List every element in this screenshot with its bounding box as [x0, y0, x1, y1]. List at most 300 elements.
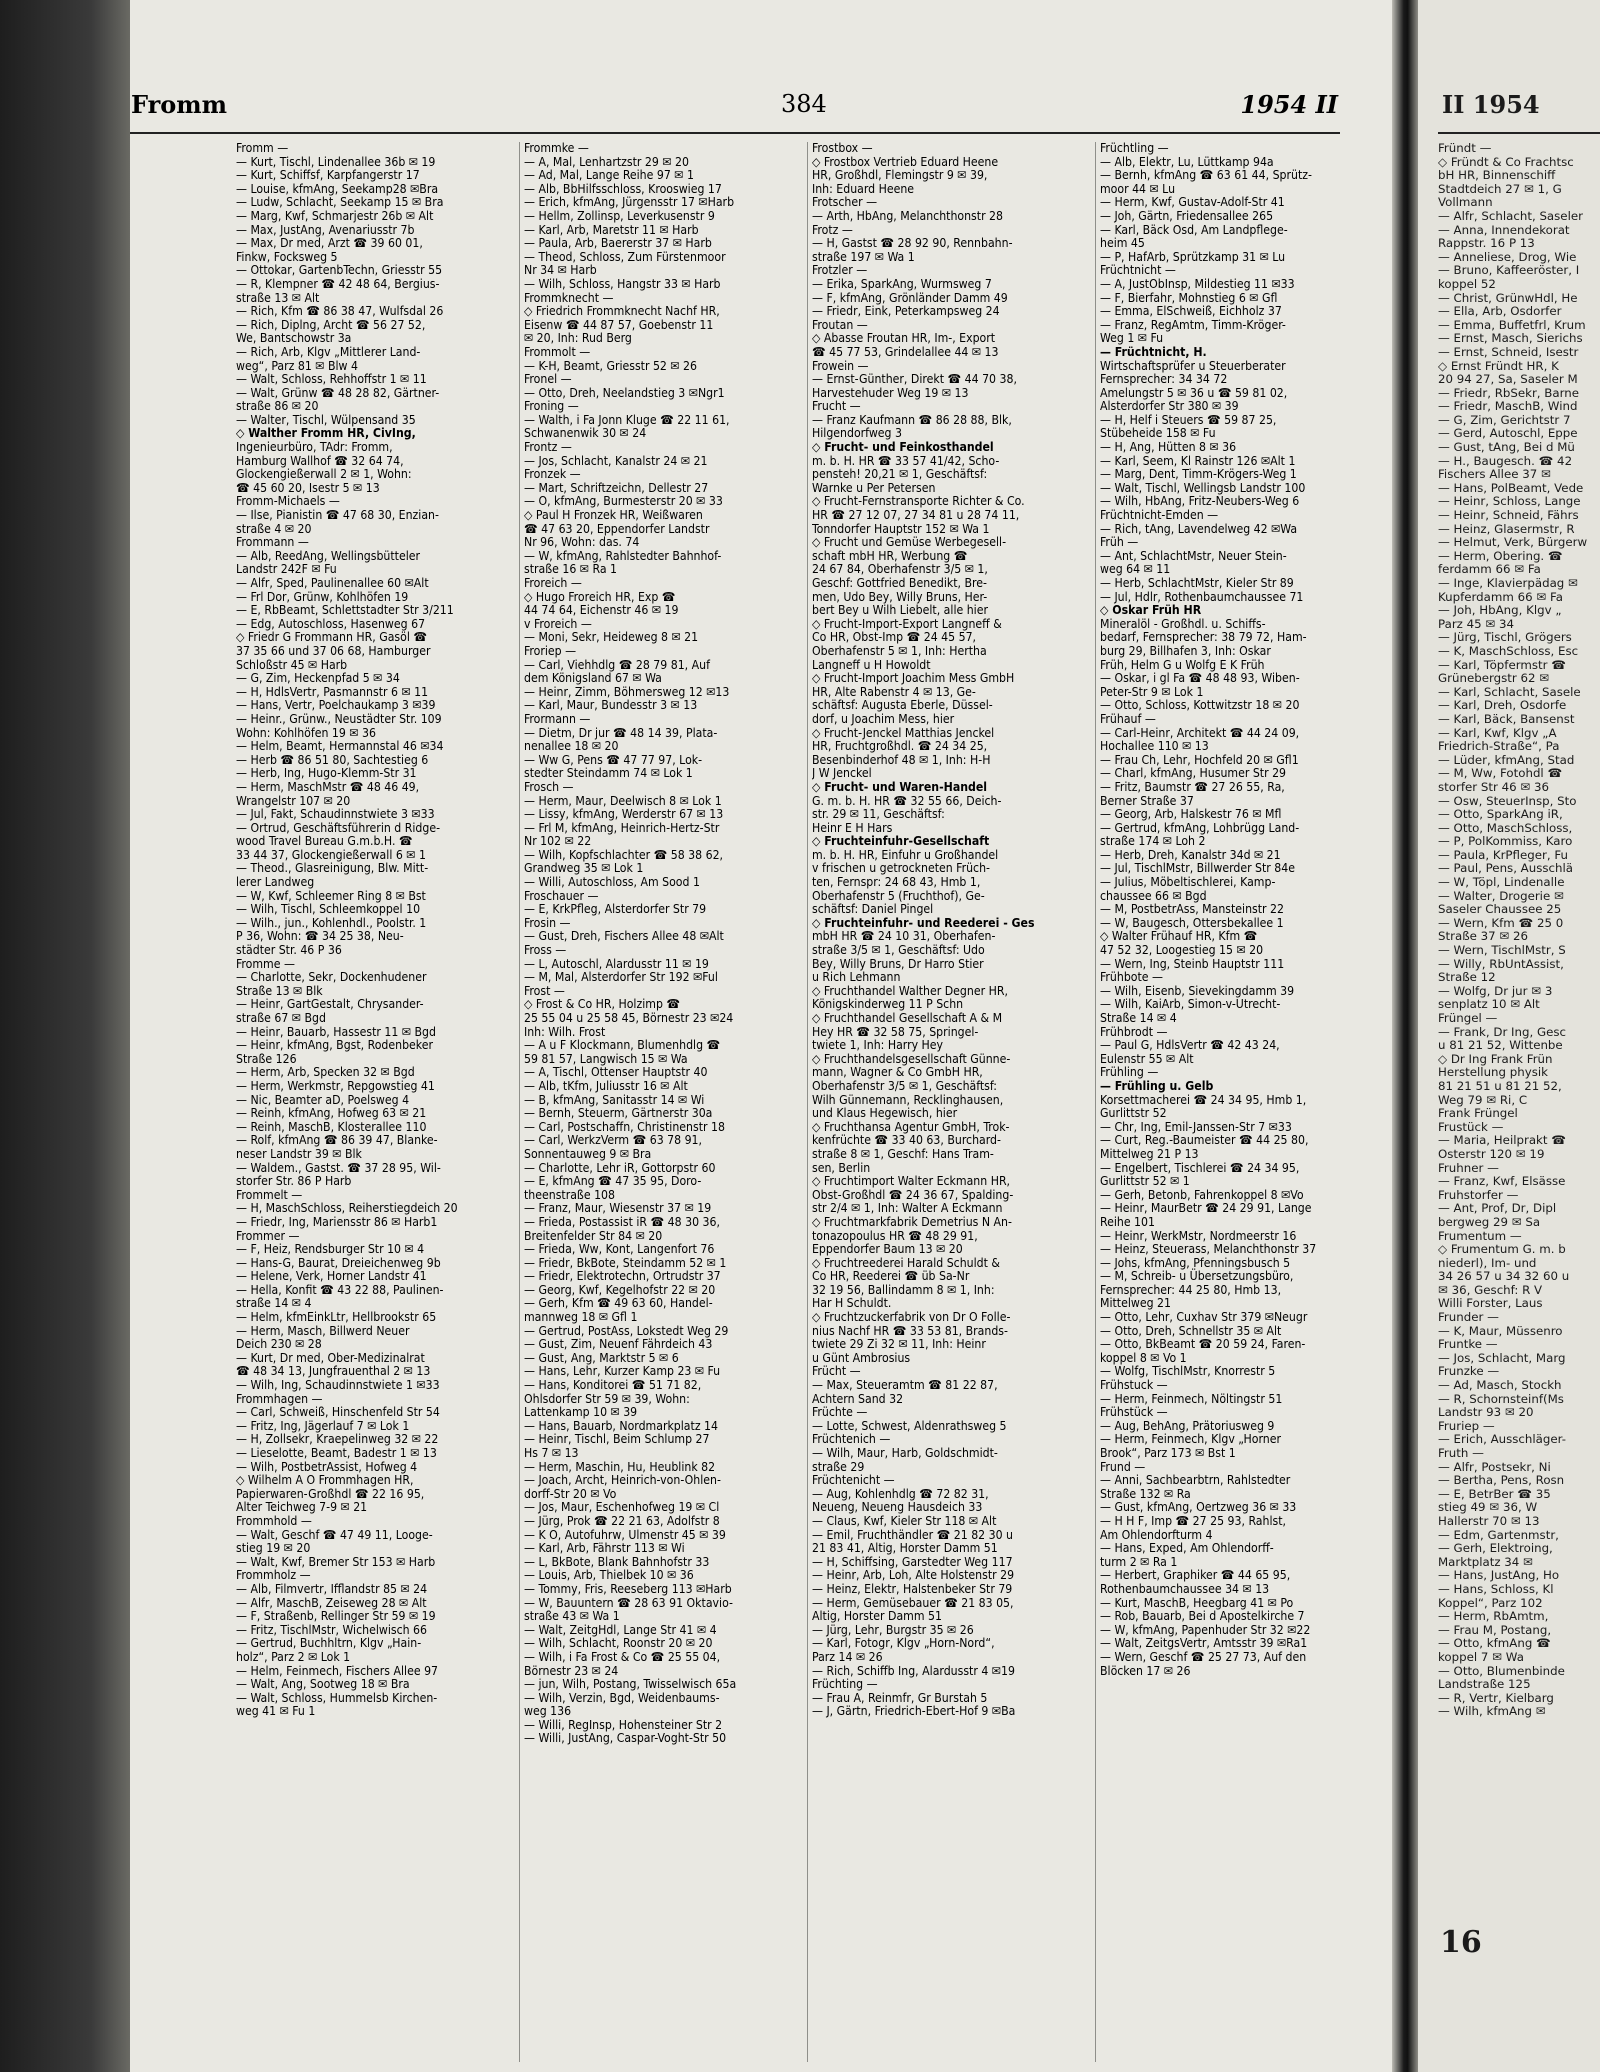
- directory-entry-line: Hilgendorfweg 3: [812, 426, 902, 441]
- directory-entry-line: — H, Schiffsing, Garstedter Weg 117: [812, 1554, 1013, 1569]
- directory-entry-line: ◇ Fruchthansa Agentur GmbH, Trok-: [812, 1119, 1010, 1134]
- facing-page-entry-line: — Wern, TischlMstr, S: [1438, 943, 1566, 958]
- facing-page-entry-line: — Heinr, Schloss, Lange: [1438, 494, 1581, 509]
- directory-entry-line: — F, Bierfahr, Mohnstieg 6 ✉ Gfl: [1100, 290, 1278, 305]
- directory-entry-line: — Ottokar, GartenbTechn, Griesstr 55: [236, 263, 443, 278]
- directory-entry-line: ◇ Frost & Co HR, Holzimp ☎: [524, 997, 681, 1012]
- facing-page-entry-line: — E, BetrBer ☎ 35: [1438, 1486, 1551, 1501]
- directory-entry-line: — Ilse, Pianistin ☎ 47 68 30, Enzian-: [236, 508, 439, 523]
- directory-entry-line: — Herm, Feinmech, Nöltingstr 51: [1100, 1391, 1283, 1406]
- directory-entry-line: ◇ Frucht-Import Joachim Mess GmbH: [812, 671, 1015, 686]
- directory-entry-line: — Hans, Exped, Am Ohlendorff-: [1100, 1541, 1274, 1556]
- directory-entry-line: — Carl, Viehhdlg ☎ 28 79 81, Auf: [524, 657, 710, 672]
- directory-entry-line: — Lieselotte, Beamt, Badestr 1 ✉ 13: [236, 1446, 437, 1460]
- directory-entry-line: — Theod, Schloss, Zum Fürstenmoor: [524, 249, 726, 264]
- directory-entry-line: Grandweg 35 ✉ Lok 1: [524, 861, 644, 876]
- directory-entry-line: mbH HR ☎ 24 10 31, Oberhafen-: [812, 929, 996, 944]
- surname-heading: Frommelt —: [236, 1187, 303, 1202]
- facing-page-entry-line: — Ant, Prof, Dr, Dipl: [1438, 1201, 1557, 1216]
- directory-entry-line: dem Königsland 67 ✉ Wa: [524, 671, 662, 686]
- directory-entry-line: We, Bantschowstr 3a: [236, 331, 352, 346]
- directory-entry-line: — Erika, SparkAng, Wurmsweg 7: [812, 276, 992, 291]
- facing-page-entry-line: bH HR, Binnenschiff: [1438, 168, 1556, 183]
- directory-entry-line: straße 86 ✉ 20: [236, 399, 319, 414]
- header-running-name: Fromm: [131, 90, 228, 119]
- directory-entry-line: — Jul, TischlMstr, Billwerder Str 84e: [1100, 861, 1295, 876]
- directory-entry-line: — K O, Autofuhrw, Ulmenstr 45 ✉ 39: [524, 1527, 726, 1542]
- directory-entry-line: und Klaus Hegewisch, hier: [812, 1106, 958, 1121]
- directory-entry-line: — Herb, SchlachtMstr, Kieler Str 89: [1100, 576, 1294, 590]
- directory-entry-line: — Wern, Ing, Steinb Hauptstr 111: [1100, 956, 1285, 971]
- directory-entry-line: — Ernst-Günther, Direkt ☎ 44 70 38,: [812, 372, 1017, 387]
- directory-entry-line: — Herm, Werkmstr, Repgowstieg 41: [236, 1078, 435, 1093]
- directory-entry-line: — H H F, Imp ☎ 27 25 93, Rahlst,: [1100, 1513, 1287, 1528]
- directory-entry-line: Har H Schuldt.: [812, 1296, 892, 1311]
- directory-entry-line: — W, kfmAng, Papenhuder Str 32 ✉22: [1100, 1622, 1311, 1637]
- directory-entry-line: — Jul, Hdlr, Rothenbaumchaussee 71: [1100, 589, 1304, 604]
- facing-page-entry-line: — Osw, SteuerInsp, Sto: [1438, 793, 1577, 808]
- facing-page-entry-line: — M, Ww, Fotohdl ☎: [1438, 766, 1563, 781]
- directory-entry-line: — Helm, Beamt, Hermannstal 46 ✉34: [236, 739, 444, 754]
- directory-entry-line: ◇ Fruchtimport Walter Eckmann HR,: [812, 1174, 1011, 1189]
- directory-entry-line: — Engelbert, Tischlerei ☎ 24 34 95,: [1100, 1160, 1300, 1175]
- directory-entry-line: straße 13 ✉ Alt: [236, 290, 320, 305]
- directory-entry-line: — F, kfmAng, Grönländer Damm 49: [812, 290, 1008, 305]
- surname-heading: Froutan —: [812, 317, 868, 332]
- directory-entry-line: — Wilh, Verzin, Bgd, Weidenbaums-: [524, 1690, 720, 1705]
- directory-entry-line: — H, MaschSchloss, Reiherstiegdeich 20: [236, 1201, 458, 1216]
- facing-page-entry-line: Landstraße 125: [1438, 1677, 1531, 1692]
- directory-entry-line: — Rich, Arb, Klgv „Mittlerer Land-: [236, 344, 421, 359]
- surname-heading: Frosin —: [524, 915, 571, 930]
- directory-entry-line: — Herm, Arb, Specken 32 ✉ Bgd: [236, 1065, 415, 1080]
- directory-entry-line: Mineralöl - Großhdl. u. Schiffs-: [1100, 616, 1266, 631]
- directory-entry-line: Achtern Sand 32: [812, 1391, 904, 1406]
- facing-page-entry-line: — Frank, Dr Ing, Gesc: [1438, 1024, 1567, 1039]
- facing-page-entry-line: — Karl, Töpfermstr ☎: [1438, 657, 1566, 672]
- directory-entry-line: — Heinr, Arb, Loh, Alte Holstenstr 29: [812, 1568, 1015, 1583]
- directory-entry-line: — Johs, kfmAng, Pfenningsbusch 5: [1100, 1255, 1291, 1270]
- directory-entry-line: Nr 102 ✉ 22: [524, 834, 592, 849]
- directory-entry-line: — Hans, Bauarb, Nordmarkplatz 14: [524, 1418, 719, 1433]
- directory-entry-line: 47 52 32, Loogestieg 15 ✉ 20: [1100, 943, 1264, 958]
- directory-entry-line: Tonndorfer Hauptstr 152 ✉ Wa 1: [812, 521, 990, 536]
- directory-entry-line: — Herm, Masch, Billwerd Neuer: [236, 1323, 410, 1338]
- directory-entry-line: — Carl-Heinr, Architekt ☎ 44 24 09,: [1100, 725, 1300, 740]
- directory-entry-line: Co HR, Reederei ☎ üb Sa-Nr: [812, 1269, 970, 1284]
- facing-page-entry-line: — Heinr, Schneid, Fährs: [1438, 508, 1579, 523]
- directory-entry-line: — Charlotte, Sekr, Dockenhudener: [236, 970, 427, 985]
- directory-entry-line: nenallee 18 ✉ 20: [524, 739, 619, 754]
- directory-entry-line: — Lissy, kfmAng, Werderstr 67 ✉ 13: [524, 807, 724, 822]
- directory-entry-line: — Rich, Diplng, Archt ☎ 56 27 52,: [236, 317, 426, 332]
- facing-page-entry-line: — Franz, Kwf, Elsässe: [1438, 1174, 1566, 1189]
- directory-entry-line: — Otto, Dreh, Schnellstr 35 ✉ Alt: [1100, 1323, 1282, 1338]
- directory-entry-line: mannweg 18 ✉ Gfl 1: [524, 1310, 638, 1325]
- directory-entry-line: Ingenieurbüro, TAdr: Fromm,: [236, 440, 393, 455]
- directory-entry-line: — Tommy, Fris, Reeseberg 113 ✉Harb: [524, 1581, 732, 1596]
- directory-entry-line: Finkw, Focksweg 5: [236, 249, 338, 264]
- directory-entry-line: — Georg, Arb, Halskestr 76 ✉ Mfl: [1100, 807, 1282, 822]
- facing-page-entry-line: Landstr 93 ✉ 20: [1438, 1405, 1534, 1420]
- directory-entry-line: ◇ Frostbox Vertrieb Eduard Heene: [812, 154, 999, 169]
- directory-entry-line: Altig, Horster Damm 51: [812, 1609, 942, 1624]
- directory-entry-line: ☎ 48 34 13, Jungfrauenthal 2 ✉ 13: [236, 1364, 431, 1379]
- directory-entry-line: — Aug, BehAng, Prätoriusweg 9: [1100, 1418, 1275, 1433]
- directory-entry-line: — Wolfg, TischlMstr, Knorrestr 5: [1100, 1364, 1276, 1379]
- surname-heading: Frommhold —: [236, 1513, 312, 1528]
- directory-entry-line: — Otto, BkBeamt ☎ 20 59 24, Faren-: [1100, 1337, 1306, 1352]
- directory-entry-line: Papierwaren-Großhdl ☎ 22 16 95,: [236, 1486, 425, 1501]
- directory-entry-line: ◇ Oskar Früh HR: [1100, 603, 1202, 618]
- directory-entry-line: J W Jenckel: [812, 766, 872, 781]
- facing-page-rule: [1438, 132, 1600, 134]
- surname-heading: Früchtenicht —: [812, 1473, 895, 1488]
- directory-entry-line: ◇ Fruchteinfuhr- und Reederei - Ges: [812, 915, 1035, 930]
- facing-page-entry-line: — Anneliese, Drog, Wie: [1438, 249, 1577, 264]
- directory-entry-line: — Franz, Maur, Wiesenstr 37 ✉ 19: [524, 1201, 712, 1216]
- directory-entry-line: 24 67 84, Oberhafenstr 3/5 ✉ 1,: [812, 562, 988, 577]
- surname-heading: Frormann —: [524, 711, 591, 726]
- directory-entry-line: storfer Str. 86 P Harb: [236, 1174, 352, 1189]
- directory-entry-line: — Georg, Kwf, Kegelhofstr 22 ✉ 20: [524, 1282, 716, 1297]
- directory-entry-line: — Marg, Kwf, Schmarjestr 26b ✉ Alt: [236, 208, 434, 223]
- facing-page-entry-line: Koppel“, Parz 102: [1438, 1595, 1543, 1610]
- directory-entry-line: Weg 1 ✉ Fu: [1100, 331, 1164, 346]
- directory-entry-line: — Paula, Arb, Baererstr 37 ✉ Harb: [524, 236, 712, 251]
- directory-entry-line: — Jul, Fakt, Schaudinnstwiete 3 ✉33: [236, 807, 435, 822]
- facing-page-entry-line: senplatz 10 ✉ Alt: [1438, 997, 1540, 1012]
- facing-page-entry-line: Fruriep —: [1438, 1418, 1495, 1433]
- directory-entry-line: schäftsf: Augusta Eberle, Düssel-: [812, 698, 993, 713]
- directory-entry-line: ◇ Wilhelm A O Frommhagen HR,: [236, 1473, 414, 1488]
- directory-entry-line: — Alb, ReedAng, Wellingsbütteler: [236, 548, 421, 563]
- directory-entry-line: — Herb, Ing, Hugo-Klemm-Str 31: [236, 766, 417, 781]
- facing-page-entry-line: — R, Schornsteinf(Ms: [1438, 1391, 1564, 1406]
- directory-entry-line: — B, kfmAng, Sanitasstr 14 ✉ Wi: [524, 1092, 705, 1107]
- directory-entry-line: 44 74 64, Eichenstr 46 ✉ 19: [524, 603, 679, 618]
- surname-heading: Froriep —: [524, 643, 577, 658]
- directory-entry-line: — Rich, Schiffb Ing, Alardusstr 4 ✉19: [812, 1663, 1015, 1678]
- directory-entry-line: — Kurt, MaschB, Heegbarg 41 ✉ Po: [1100, 1595, 1294, 1610]
- surname-heading: Frosch —: [524, 779, 574, 794]
- facing-page-entry-line: — R, Vertr, Kielbarg: [1438, 1690, 1554, 1705]
- directory-entry-line: straße 174 ✉ Loh 2: [1100, 834, 1206, 849]
- directory-entry-line: — J, Gärtn, Friedrich-Ebert-Hof 9 ✉Ba: [812, 1704, 1016, 1719]
- directory-entry-line: straße 29: [812, 1459, 865, 1474]
- directory-entry-line: — Herm, Gemüsebauer ☎ 21 83 05,: [812, 1595, 1014, 1610]
- directory-entry-line: Bey, Willy Bruns, Dr Harro Stier: [812, 956, 984, 971]
- directory-entry-line: — Hellm, Zollinsp, Leverkusenstr 9: [524, 208, 715, 223]
- directory-entry-line: v frischen u getrockneten Früch-: [812, 861, 990, 876]
- directory-entry-line: 59 81 57, Langwisch 15 ✉ Wa: [524, 1051, 688, 1066]
- directory-entry-line: — Charlotte, Lehr iR, Gottorpstr 60: [524, 1160, 716, 1175]
- directory-entry-line: städter Str. 46 P 36: [236, 943, 342, 958]
- directory-entry-line: — Ludw, Schlacht, Seekamp 15 ✉ Bra: [236, 195, 444, 210]
- directory-entry-line: Lattenkamp 10 ✉ 39: [524, 1405, 638, 1420]
- directory-entry-line: — Herm, Maur, Deelwisch 8 ✉ Lok 1: [524, 793, 722, 808]
- facing-page-entry-line: Frustück —: [1438, 1119, 1504, 1134]
- directory-entry-line: — E, RbBeamt, Schlettstadter Str 3/211: [236, 603, 454, 618]
- facing-page-entry-line: — Ad, Masch, Stockh: [1438, 1378, 1562, 1393]
- directory-entry-line: Harvestehuder Weg 19 ✉ 13: [812, 385, 969, 400]
- directory-entry-line: — Emil, Fruchthändler ☎ 21 82 30 u: [812, 1527, 1014, 1542]
- directory-entry-line: — W, Baugesch, Ottersbekallee 1: [1100, 915, 1284, 930]
- directory-entry-line: ☎ 47 63 20, Eppendorfer Landstr: [524, 521, 710, 536]
- directory-entry-line: — Gust, Ang, Marktstr 5 ✉ 6: [524, 1350, 679, 1365]
- directory-entry-line: — Walth, i Fa Jonn Kluge ☎ 22 11 61,: [524, 412, 730, 427]
- directory-entry-line: Rothenbaumchaussee 34 ✉ 13: [1100, 1581, 1270, 1596]
- surname-heading: Frücht —: [812, 1364, 861, 1379]
- directory-entry-line: — Charl, kfmAng, Husumer Str 29: [1100, 766, 1287, 781]
- directory-entry-line: — Helm, Feinmech, Fischers Allee 97: [236, 1663, 439, 1678]
- directory-entry-line: — L, Autoschl, Alardusstr 11 ✉ 19: [524, 956, 709, 971]
- directory-entry-line: — Otto, Dreh, Neelandstieg 3 ✉Ngr1: [524, 385, 725, 400]
- directory-entry-line: Landstr 242F ✉ Fu: [236, 562, 337, 577]
- directory-entry-line: — Waldem., Gastst. ☎ 37 28 95, Wil-: [236, 1160, 441, 1175]
- directory-entry-line: — Walt, Geschf ☎ 47 49 11, Looge-: [236, 1527, 433, 1542]
- directory-entry-line: Eisenw ☎ 44 87 57, Goebenstr 11: [524, 317, 714, 332]
- surname-heading: Frotscher —: [812, 195, 878, 210]
- header-year: 1954 II: [1240, 90, 1338, 119]
- facing-page-entry-line: — Bertha, Pens, Rosn: [1438, 1473, 1565, 1488]
- directory-entry-line: Warnke u Per Petersen: [812, 480, 936, 495]
- directory-entry-line: — Heinr, kfmAng, Bgst, Rodenbeker: [236, 1038, 433, 1053]
- directory-entry-line: — Fritz, Baumstr ☎ 27 26 55, Ra,: [1100, 779, 1285, 794]
- directory-entry-line: ◇ Fruchteinfuhr-Gesellschaft: [812, 834, 990, 849]
- facing-page-entry-line: ferdamm 66 ✉ Fa: [1438, 562, 1541, 577]
- facing-page-entry-line: — Helmut, Verk, Bürgerw: [1438, 535, 1588, 550]
- directory-entry-line: — Wilh, Maur, Harb, Goldschmidt-: [812, 1446, 998, 1460]
- facing-page-entry-line: — P, PolKommiss, Karo: [1438, 834, 1573, 849]
- directory-entry-line: Co HR, Obst-Imp ☎ 24 45 57,: [812, 630, 977, 645]
- surname-heading: Froreich —: [524, 576, 582, 590]
- directory-entry-line: ◇ Frucht- und Feinkosthandel: [812, 440, 994, 455]
- directory-entry-line: — M, PostbetrAss, Mansteinstr 22: [1100, 902, 1284, 917]
- facing-page-entry-line: Fründt —: [1438, 142, 1492, 155]
- directory-entry-line: — Jos, Maur, Eschenhofweg 19 ✉ Cl: [524, 1500, 720, 1515]
- directory-entry-line: Stübeheide 158 ✉ Fu: [1100, 426, 1216, 441]
- directory-entry-line: dorf, u Joachim Mess, hier: [812, 711, 955, 726]
- directory-entry-line: — Ww G, Pens ☎ 47 77 97, Lok-: [524, 752, 703, 767]
- directory-entry-line: twiete 29 Zi 32 ✉ 11, Inh: Heinr: [812, 1337, 986, 1352]
- directory-entry-line: — Willi, JustAng, Caspar-Voght-Str 50: [524, 1731, 727, 1746]
- facing-page-header: II 1954: [1442, 90, 1540, 119]
- surname-heading: Frühbote —: [1100, 970, 1163, 985]
- page-header: [131, 90, 1338, 130]
- scan-dark-margin: [0, 0, 130, 2072]
- directory-entry-line: schäftsf: Daniel Pingel: [812, 902, 934, 917]
- directory-entry-line: — Gertrud, Buchhltrn, Klgv „Hain-: [236, 1636, 422, 1651]
- directory-entry-line: m. b. H. HR ☎ 33 57 41/42, Scho-: [812, 453, 1000, 468]
- surname-heading: Fromme —: [236, 956, 295, 971]
- directory-entry-line: — Oskar, i gl Fa ☎ 48 48 93, Wiben-: [1100, 671, 1300, 686]
- directory-entry-line: Hamburg Wallhof ☎ 32 64 74,: [236, 453, 404, 468]
- directory-entry-line: — Edg, Autoschloss, Hasenweg 67: [236, 616, 426, 631]
- surname-heading: Frost —: [524, 983, 565, 998]
- directory-entry-line: — A u F Klockmann, Blumenhdlg ☎: [524, 1038, 721, 1053]
- directory-entry-line: — Moni, Sekr, Heideweg 8 ✉ 21: [524, 630, 699, 645]
- directory-entry-line: Reihe 101: [1100, 1214, 1155, 1229]
- directory-entry-line: — Heinr, GartGestalt, Chrysander-: [236, 997, 424, 1012]
- facing-page-entry-line: — Christ, GrünwHdl, He: [1438, 290, 1578, 305]
- surname-heading: Früchtenich —: [812, 1432, 891, 1447]
- directory-entry-line: ✉ 20, Inh: Rud Berg: [524, 331, 632, 346]
- facing-page-entry-line: Früngel —: [1438, 1011, 1498, 1025]
- directory-entry-line: — Ad, Mal, Lange Reihe 97 ✉ 1: [524, 168, 694, 183]
- directory-entry-line: — Emma, ElSchweiß, Eichholz 37: [1100, 304, 1282, 319]
- surname-heading: Fromm —: [236, 142, 289, 155]
- directory-entry-line: — Friedr, Eink, Peterkampsweg 24: [812, 304, 1000, 319]
- directory-entry-line: nius Nachf HR ☎ 33 53 81, Brands-: [812, 1323, 1008, 1338]
- facing-page-entry-line: Rappstr. 16 P 13: [1438, 236, 1535, 251]
- directory-entry-line: — Wilh, Ing, Schaudinnstwiete 1 ✉33: [236, 1378, 440, 1393]
- directory-entry-line: HR, Fruchtgroßhdl. ☎ 24 34 25,: [812, 739, 988, 754]
- facing-page: [1418, 0, 1600, 2072]
- directory-entry-line: — Frau Ch, Lehr, Hochfeld 20 ✉ Gfl1: [1100, 752, 1299, 767]
- directory-entry-line: — Walt, Tischl, Wellingsb Landstr 100: [1100, 480, 1306, 495]
- directory-entry-line: — H, HdlsVertr, Pasmannstr 6 ✉ 11: [236, 684, 429, 699]
- directory-entry-line: — Friedr, BkBote, Steindamm 52 ✉ 1: [524, 1255, 727, 1270]
- directory-entry-line: ◇ Fruchtmarkfabrik Demetrius N An-: [812, 1214, 1012, 1229]
- header-page-number: 384: [781, 90, 827, 118]
- directory-entry-line: — Hella, Konfit ☎ 43 22 88, Paulinen-: [236, 1282, 444, 1297]
- facing-page-entry-line: — Maria, Heilprakt ☎: [1438, 1133, 1566, 1148]
- facing-page-entry-line: — K, Maur, Müssenro: [1438, 1323, 1563, 1338]
- directory-entry-line: — Fritz, TischlMstr, Wichelwisch 66: [236, 1622, 428, 1637]
- directory-entry-line: — Fritz, Ing, Jägerlauf 7 ✉ Lok 1: [236, 1418, 410, 1433]
- directory-entry-line: Alter Teichweg 7-9 ✉ 21: [236, 1500, 368, 1515]
- book-gutter: [1392, 0, 1418, 2072]
- surname-heading: Früh —: [1100, 535, 1139, 550]
- directory-entry-line: Fernsprecher: 34 34 72: [1100, 372, 1228, 387]
- facing-page-entry-line: — Lüder, kfmAng, Stad: [1438, 752, 1575, 767]
- directory-entry-line: ◇ Fruchtreederei Harald Schuldt &: [812, 1255, 1000, 1270]
- directory-entry-line: — Carl, Postschaffn, Christinenstr 18: [524, 1119, 725, 1134]
- directory-entry-line: Langneff u H Howoldt: [812, 657, 931, 672]
- directory-entry-line: — Frieda, Postassist iR ☎ 48 30 36,: [524, 1214, 720, 1229]
- facing-page-entry-line: ◇ Dr Ing Frank Frün: [1438, 1051, 1553, 1066]
- facing-page-entry-line: — Jürg, Tischl, Grögers: [1438, 630, 1572, 645]
- directory-entry-line: — E, kfmAng ☎ 47 35 95, Doro-: [524, 1174, 702, 1189]
- facing-page-entry-line: — Ernst, Schneid, Isestr: [1438, 344, 1579, 359]
- directory-entry-line: HR ☎ 27 12 07, 27 34 81 u 28 74 11,: [812, 508, 1020, 523]
- directory-entry-line: — Paul G, HdlsVertr ☎ 42 43 24,: [1100, 1038, 1280, 1053]
- directory-entry-line: — Alb, Filmvertr, Ifflandstr 85 ✉ 24: [236, 1581, 428, 1596]
- directory-entry-line: — Gertrud, PostAss, Lokstedt Weg 29: [524, 1323, 729, 1338]
- directory-entry-line: Peter-Str 9 ✉ Lok 1: [1100, 684, 1204, 699]
- directory-entry-line: — Alfr, MaschB, Zeiseweg 28 ✉ Alt: [236, 1595, 427, 1610]
- directory-entry-line: — F, Heiz, Rendsburger Str 10 ✉ 4: [236, 1242, 425, 1257]
- directory-entry-line: turm 2 ✉ Ra 1: [1100, 1554, 1178, 1569]
- surname-heading: Frommolt —: [524, 344, 591, 359]
- directory-entry-line: Schwanenwik 30 ✉ 24: [524, 426, 647, 441]
- facing-page-entry-line: 20 94 27, Sa, Saseler M: [1438, 372, 1578, 387]
- directory-entry-line: Heinr E H Hars: [812, 820, 893, 835]
- directory-entry-line: Eppendorfer Baum 13 ✉ 20: [812, 1242, 963, 1257]
- directory-entry-line: ◇ Paul H Fronzek HR, Weißwaren: [524, 508, 703, 523]
- directory-entry-line: — H, Gastst ☎ 28 92 90, Rennbahn-: [812, 236, 1013, 251]
- directory-entry-line: — Karl, Arb, Maretstr 11 ✉ Harb: [524, 222, 699, 237]
- directory-entry-line: moor 44 ✉ Lu: [1100, 181, 1176, 196]
- directory-entry-line: — Gerh, Betonb, Fahrenkoppel 8 ✉Vo: [1100, 1187, 1304, 1202]
- facing-page-entry-line: Frank Früngel: [1438, 1106, 1518, 1121]
- directory-entry-line: men, Udo Bey, Willy Bruns, Her-: [812, 589, 988, 604]
- directory-entry-line: — Claus, Kwf, Kieler Str 118 ✉ Alt: [812, 1513, 997, 1528]
- facing-page-entry-line: Kupferdamm 66 ✉ Fa: [1438, 589, 1563, 604]
- directory-entry-line: — Früchtnicht, H.: [1100, 344, 1207, 359]
- directory-entry-line: — Herm, MaschMstr ☎ 48 46 49,: [236, 779, 420, 794]
- facing-page-entry-line: Stadtdeich 27 ✉ 1, G: [1438, 181, 1562, 196]
- directory-entry-line: straße 4 ✉ 20: [236, 521, 312, 536]
- directory-entry-line: — Joach, Archt, Heinrich-von-Ohlen-: [524, 1473, 721, 1488]
- directory-entry-line: — A, Mal, Lenhartzstr 29 ✉ 20: [524, 154, 689, 169]
- directory-entry-line: ◇ Walter Frühauf HR, Kfm ☎: [1100, 929, 1258, 944]
- directory-entry-line: dorff-Str 20 ✉ Vo: [524, 1486, 617, 1501]
- directory-column-3: [812, 142, 1100, 2062]
- directory-entry-line: Glockengießerwall 2 ✉ 1, Wohn:: [236, 467, 412, 482]
- facing-page-entry-line: — Anna, Innendekorat: [1438, 222, 1570, 237]
- facing-page-entry-line: — Hans, Schloss, Kl: [1438, 1581, 1554, 1596]
- facing-page-entry-line: — Karl, Bäck, Bansenst: [1438, 711, 1575, 726]
- directory-entry-line: — Kurt, Tischl, Lindenallee 36b ✉ 19: [236, 154, 436, 169]
- directory-entry-line: — Wilh, Schloss, Hangstr 33 ✉ Harb: [524, 276, 721, 291]
- facing-page-entry-line: Friedrich-Straße“, Pa: [1438, 739, 1560, 754]
- directory-entry-line: — Julius, Möbeltischlerei, Kamp-: [1100, 875, 1276, 890]
- directory-entry-line: Oberhafenstr 5 (Fruchthof), Ge-: [812, 888, 985, 903]
- directory-entry-line: — Heinr, WerkMstr, Nordmeerstr 16: [1100, 1228, 1297, 1243]
- column-divider: [519, 142, 520, 2062]
- directory-entry-line: — Hans, Vertr, Poelchaukamp 3 ✉39: [236, 698, 436, 713]
- directory-entry-line: weg 136: [524, 1704, 572, 1719]
- directory-entry-line: — Franz, RegAmtm, Timm-Kröger-: [1100, 317, 1286, 332]
- directory-entry-line: — Walt, Ang, Sootweg 18 ✉ Bra: [236, 1677, 410, 1692]
- facing-page-entry-line: — Ernst, Masch, Sierichs: [1438, 331, 1583, 346]
- surname-heading: Fromm-Michaels —: [236, 494, 340, 509]
- directory-entry-line: — Gust, Dreh, Fischers Allee 48 ✉Alt: [524, 929, 724, 944]
- directory-entry-line: u Rich Lehmann: [812, 970, 901, 985]
- surname-heading: Fross —: [524, 943, 567, 958]
- directory-entry-line: — Heinr, MaurBetr ☎ 24 29 91, Lange: [1100, 1201, 1312, 1216]
- directory-entry-line: Wirtschaftsprüfer u Steuerberater: [1100, 358, 1286, 373]
- directory-entry-line: — Max, JustAng, Avenariusstr 7b: [236, 222, 415, 237]
- directory-entry-line: — Heinr, Bauarb, Hassestr 11 ✉ Bgd: [236, 1024, 436, 1039]
- directory-entry-line: Sonnentauweg 9 ✉ Bra: [524, 1146, 652, 1161]
- directory-entry-line: — Alb, tKfm, Juliusstr 16 ✉ Alt: [524, 1078, 688, 1093]
- directory-entry-line: — Willi, RegInsp, Hohensteiner Str 2: [524, 1717, 723, 1732]
- facing-page-entry-line: Fruhstorfer —: [1438, 1187, 1519, 1202]
- directory-entry-line: — Otto, Lehr, Cuxhav Str 379 ✉Neugr: [1100, 1310, 1308, 1325]
- facing-page-entry-line: — Gerh, Elektroing,: [1438, 1541, 1553, 1556]
- directory-entry-line: — O, kfmAng, Burmesterstr 20 ✉ 33: [524, 494, 723, 509]
- directory-entry-line: straße 8 ✉ 1, Geschf: Hans Tram-: [812, 1146, 994, 1161]
- directory-entry-line: — Frieda, Ww, Kont, Langenfort 76: [524, 1242, 715, 1257]
- directory-entry-line: u Günt Ambrosius: [812, 1350, 911, 1365]
- directory-entry-line: neser Landstr 39 ✉ Blk: [236, 1146, 362, 1161]
- surname-heading: Frühstück —: [1100, 1405, 1168, 1420]
- facing-page-entry-line: — Paul, Pens, Ausschlä: [1438, 861, 1573, 876]
- directory-column-2: [524, 142, 812, 2062]
- directory-entry-line: — Heinr, Tischl, Beim Schlump 27: [524, 1432, 710, 1447]
- facing-page-entry-line: — Gust, tAng, Bei d Mü: [1438, 440, 1575, 455]
- facing-page-entry-line: — Erich, Ausschläger-: [1438, 1432, 1566, 1447]
- facing-page-entry-line: Parz 45 ✉ 34: [1438, 616, 1515, 631]
- directory-entry-line: twiete 1, Inh: Harry Hey: [812, 1038, 944, 1053]
- directory-entry-line: — M, Mal, Alsterdorfer Str 192 ✉Ful: [524, 970, 718, 985]
- directory-entry-line: Straße 13 ✉ Blk: [236, 983, 323, 998]
- directory-entry-line: ◇ Frucht- und Waren-Handel: [812, 779, 988, 794]
- directory-entry-line: Inh: Eduard Heene: [812, 181, 915, 196]
